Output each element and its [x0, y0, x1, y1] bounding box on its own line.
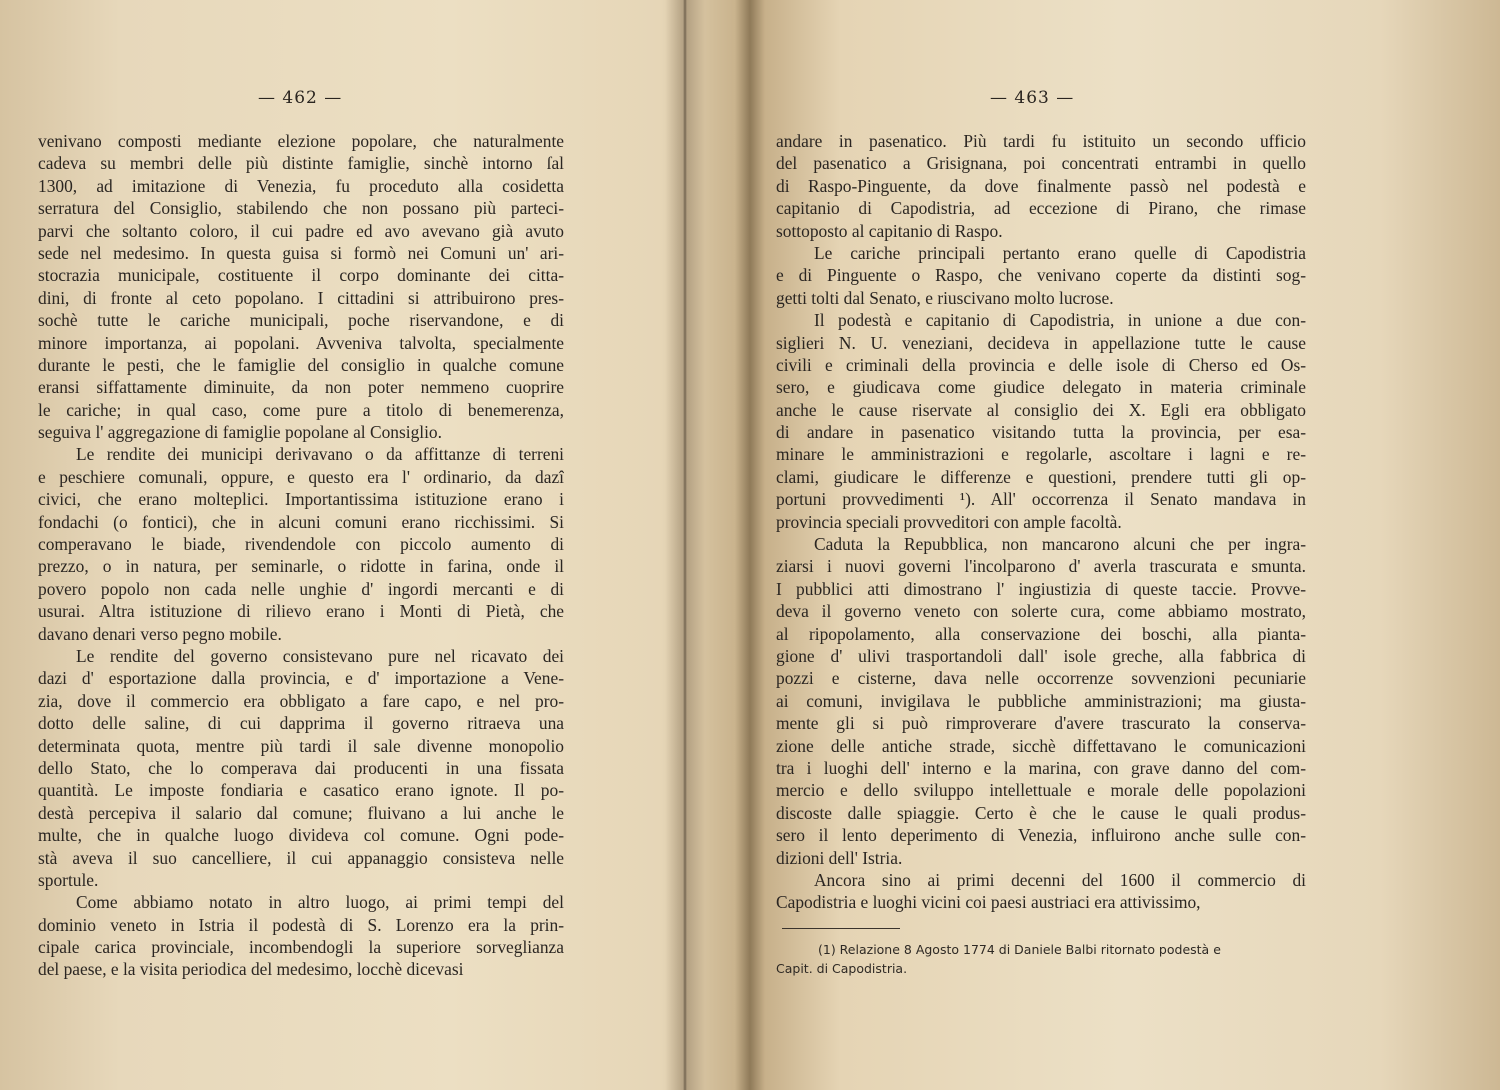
text-line: povero popolo non cada nelle unghie d' ingordi mercanti e di — [38, 578, 564, 599]
text-line: fondachi (o fontici), che in alcuni comuni erano ricchissimi. Si — [38, 511, 564, 532]
text-line: I pubblici atti dimostrano l' ingiustizia di queste taccie. Provve- — [776, 578, 1306, 599]
text-line: gione d' ulivi trasportandoli dall' isole greche, alla fabbrica di — [776, 645, 1306, 666]
footnote — [776, 940, 1308, 978]
page-body-text — [38, 130, 564, 981]
text-line: sportule. — [38, 869, 99, 890]
text-line: le cariche; in qual caso, come pure a titolo di benemerenza, — [38, 399, 564, 420]
text-line: comperavano le biade, rivendendole con piccolo aumento di — [38, 534, 564, 555]
text-line: minore importanza, ai popolani. Avveniva talvolta, specialmente — [38, 332, 564, 353]
text-line: determinata quota, mentre più tardi il sale divenne monopolio — [38, 735, 564, 756]
text-line: Come abbiamo notato in altro luogo, ai primi tempi del — [76, 892, 564, 913]
text-line: eransi siffattamente diminuite, da non poter nemmeno cuoprire — [38, 377, 564, 398]
text-line: dazi d' esportazione dalla provincia, e d' importazione a Vene- — [38, 668, 564, 689]
text-line: cipale carica provinciale, incombendogli la superiore sorveglianza — [38, 937, 564, 958]
page-number: — 462 — — [258, 88, 343, 108]
text-line: sochè tutte le cariche municipali, poche riservandone, e di — [38, 310, 564, 331]
text-line: clami, giudicare le differenze e questioni, prendere tutti gli op- — [776, 466, 1306, 487]
text-line: ai comuni, invigilava le pubbliche amministrazioni; ma giusta- — [776, 690, 1306, 711]
text-line: minare le amministrazioni e regolarle, ascoltare i lagni e re- — [776, 444, 1306, 465]
text-line: Le cariche principali pertanto erano quelle di Capodistria — [814, 242, 1306, 263]
text-line: sede nel medesimo. In questa guisa si formò nei Comuni un' ari- — [38, 242, 564, 263]
text-line: sottoposto al capitanio di Raspo. — [776, 220, 1003, 241]
footnote-line: (1) Relazione 8 Agosto 1774 di Daniele Balbi ritornato podestà e — [818, 942, 1221, 957]
page-body-text — [776, 130, 1306, 914]
text-line: del pasenatico a Grisignana, poi concentrati entrambi in quello — [776, 153, 1306, 174]
text-line: e di Pinguente o Raspo, che venivano coperte da distinti sog- — [776, 265, 1306, 286]
text-line: Le rendite dei municipi derivavano o da affittanze di terreni — [76, 444, 564, 465]
left-page — [0, 0, 680, 1090]
text-line: serratura del Consiglio, stabilendo che non possano più parteci- — [38, 198, 564, 219]
text-line: quantità. Le imposte fondiaria e casatico erano ignote. Il po- — [38, 780, 564, 801]
text-line: destà percepiva il salario dal comune; fluivano a lui anche le — [38, 802, 564, 823]
text-line: dini, di fronte al ceto popolano. I cittadini si attribuirono pres- — [38, 287, 564, 308]
text-line: di andare in pasenatico visitando tutta la provincia, per esa- — [776, 422, 1306, 443]
text-line: dizioni dell' Istria. — [776, 847, 903, 868]
text-line: del paese, e la visita periodica del medesimo, locchè dicevasi — [38, 959, 464, 980]
text-line: dominio veneto in Istria il podestà di S. Lorenzo era la prin- — [38, 914, 564, 935]
text-line: zia, dove il commercio era obbligato a fare capo, e nel pro- — [38, 690, 564, 711]
text-line: provincia speciali provveditori con ample facoltà. — [776, 511, 1122, 532]
text-line: discoste dalle spiaggie. Certo è che le cause le quali produs- — [776, 802, 1306, 823]
text-line: mercio e dello sviluppo intellettuale e morale delle popolazioni — [776, 780, 1306, 801]
text-line: stocrazia municipale, costituente il corpo dominante dei citta- — [38, 265, 564, 286]
text-line: Caduta la Repubblica, non mancarono alcuni che per ingra- — [814, 534, 1306, 555]
text-line: anche le cause riservate al consiglio dei X. Egli era obbligato — [776, 399, 1306, 420]
text-line: mente gli si può rimproverare d'avere trascurato la conserva- — [776, 713, 1306, 734]
text-line: dotto delle saline, di cui dapprima il governo ritraeva una — [38, 713, 564, 734]
text-line: portuni provvedimenti ¹). All' occorrenza il Senato mandava in — [776, 489, 1306, 510]
text-line: Ancora sino ai primi decenni del 1600 il commercio di — [814, 869, 1306, 890]
text-line: cadeva su membri delle più distinte famiglie, sinchè intorno ſal — [38, 153, 564, 174]
text-line: siglieri N. U. veneziani, decideva in appellazione tutte le cause — [776, 332, 1306, 353]
text-line: Le rendite del governo consistevano pure nel ricavato dei — [76, 645, 564, 666]
footnote-rule — [782, 928, 900, 929]
text-line: civili e criminali della provincia e delle isole di Cherso ed Os- — [776, 354, 1306, 375]
text-line: e peschiere comunali, oppure, e questo era l' ordinario, da dazî — [38, 466, 564, 487]
text-line: getti tolti dal Senato, e riuscivano molto lucrose. — [776, 287, 1114, 308]
footnote-line: Capit. di Capodistria. — [776, 961, 908, 976]
text-line: usurai. Altra istituzione di rilievo erano i Monti di Pietà, che — [38, 601, 564, 622]
text-line: 1300, ad imitazione di Venezia, fu proceduto alla cosidetta — [38, 175, 564, 196]
text-line: davano denari verso pegno mobile. — [38, 623, 282, 644]
text-line: durante le pesti, che le famiglie del consiglio in qualche comune — [38, 354, 564, 375]
text-line: stà aveva il suo cancelliere, il cui appanaggio consisteva nelle — [38, 847, 564, 868]
text-line: di Raspo-Pinguente, da dove finalmente passò nel podestà e — [776, 175, 1306, 196]
text-line: sero, e giudicava come giudice delegato in materia criminale — [776, 377, 1306, 398]
text-line: pozzi e cisterne, dava nelle occorrenze sovvenzioni pecuniarie — [776, 668, 1306, 689]
text-line: civici, che erano molteplici. Importantissima istituzione erano i — [38, 489, 564, 510]
text-line: Capodistria e luoghi vicini coi paesi austriaci era attivissimo, — [776, 892, 1201, 913]
text-line: venivano composti mediante elezione popolare, che naturalmente — [38, 131, 564, 151]
text-line: prezzo, o in natura, per seminarle, o ridotte in farina, onde il — [38, 556, 564, 577]
text-line: tra i luoghi dell' interno e la marina, con grave danno del com- — [776, 757, 1306, 778]
text-line: capitanio di Capodistria, ad eccezione di Pirano, che rimase — [776, 198, 1306, 219]
text-line: dello Stato, che lo comperava dai producenti in una fissata — [38, 757, 564, 778]
text-line: zione delle antiche strade, sicchè diffettavano le comunicazioni — [776, 735, 1306, 756]
text-line: andare in pasenatico. Più tardi fu istituito un secondo ufficio — [776, 131, 1306, 151]
text-line: sero il lento deperimento di Venezia, influirono anche sulle con- — [776, 825, 1306, 846]
text-line: deva il governo veneto con solerte cura, come abbiamo mostrato, — [776, 601, 1306, 622]
text-line: ziarsi i nuovi governi l'incolparono d' averla trascurata e smunta. — [776, 556, 1306, 577]
page-number: — 463 — — [990, 88, 1075, 108]
text-line: multe, che in qualche luogo divideva col comune. Ogni pode- — [38, 825, 564, 846]
text-line: al ripopolamento, alla conservazione dei boschi, alla pianta- — [776, 623, 1306, 644]
text-line: parvi che soltanto coloro, il cui padre ed avo avevano già avuto — [38, 220, 564, 241]
text-line: seguiva l' aggregazione di famiglie popolane al Consiglio. — [38, 422, 442, 443]
text-line: Il podestà e capitanio di Capodistria, in unione a due con- — [814, 310, 1306, 331]
right-page — [690, 0, 1500, 1090]
